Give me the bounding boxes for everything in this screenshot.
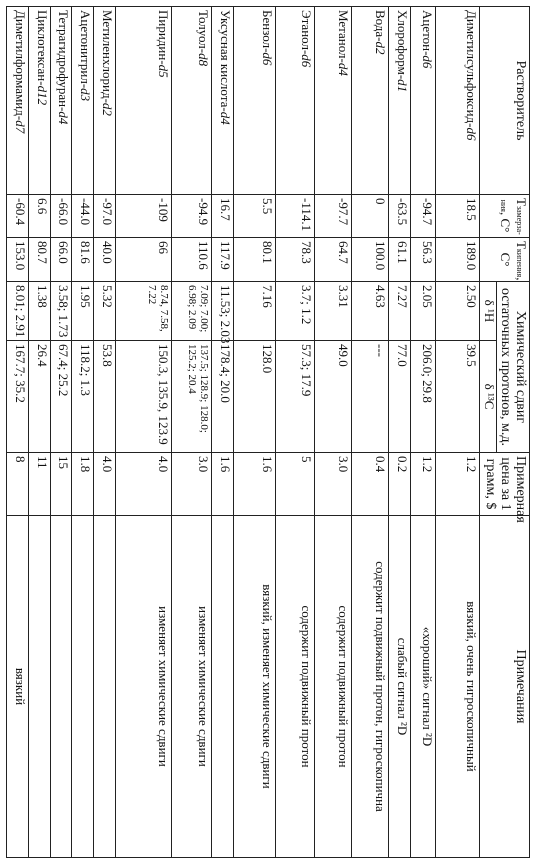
- price: 11: [28, 453, 50, 516]
- table-row: [233, 7, 275, 858]
- table-row: [389, 7, 411, 858]
- table-row: [276, 7, 314, 858]
- note: изменяет химические сдвиги: [172, 516, 212, 858]
- price: 4.0: [94, 453, 116, 516]
- melting-point: -94.7: [410, 195, 436, 238]
- solvent-name: [389, 7, 411, 195]
- deuteration-suffix: d4: [335, 62, 351, 76]
- shift-h: 7.09; 7.00; 6.98; 2.09: [172, 282, 212, 341]
- note: изменяет химические сдвиги: [116, 516, 172, 858]
- deuteration-suffix: d1: [394, 79, 410, 93]
- melting-point: 16.7: [212, 195, 234, 238]
- solvent-name: [172, 7, 212, 195]
- solvent-base: Циклогексан-: [34, 10, 50, 86]
- solvent-base: Диметилформамид-: [12, 10, 28, 121]
- shift-h: 8.01; 2.91: [7, 282, 29, 341]
- shift-h: 11.53; 2.03: [212, 282, 234, 341]
- solvent-base: Ацетон-: [420, 10, 436, 56]
- table-row: [72, 7, 94, 858]
- header-shift-c: δ ¹³C: [480, 341, 497, 453]
- header-boiling-point: Ткипения, С°: [480, 238, 530, 282]
- solvent-base: Толуол-: [196, 10, 212, 54]
- melting-point: -97.0: [94, 195, 116, 238]
- price: 15: [50, 453, 72, 516]
- price: 1.2: [410, 453, 436, 516]
- note: вязкий: [7, 516, 29, 858]
- boiling-point: 110.6: [172, 238, 212, 282]
- header-chemical-shift: Химический сдвиг остаточных протонов, м.д.: [497, 282, 530, 453]
- solvent-name: [436, 7, 480, 195]
- melting-point: -97.7: [314, 195, 351, 238]
- note: [94, 516, 116, 858]
- solvent-name: [233, 7, 275, 195]
- price: 1.8: [72, 453, 94, 516]
- table-row: [28, 7, 50, 858]
- note: [212, 516, 234, 858]
- solvent-name: [212, 7, 234, 195]
- deuteration-suffix: d6: [420, 55, 436, 69]
- note: содержит подвижный протон, гигроскопична: [351, 516, 388, 858]
- shift-h: 3.31: [314, 282, 351, 341]
- shift-c: 118.2; 1.3: [72, 341, 94, 453]
- price: 0.2: [389, 453, 411, 516]
- note: содержит подвижный протон: [314, 516, 351, 858]
- boiling-point: 117.9: [212, 238, 234, 282]
- note: [50, 516, 72, 858]
- table-row: [351, 7, 388, 858]
- shift-h: 5.32: [94, 282, 116, 341]
- boiling-point: 81.6: [72, 238, 94, 282]
- table-row: [314, 7, 351, 858]
- shift-c: 167.7; 35.2: [7, 341, 29, 453]
- table-row: [172, 7, 212, 858]
- price: 1.6: [212, 453, 234, 516]
- table-row: [212, 7, 234, 858]
- deuteration-suffix: d6: [298, 54, 314, 68]
- shift-h: 1.38: [28, 282, 50, 341]
- shift-h: 8.74, 7.58, 7.22: [116, 282, 172, 341]
- table-row: [116, 7, 172, 858]
- boiling-point: 66.0: [50, 238, 72, 282]
- deuteration-suffix: d2: [373, 41, 389, 55]
- solvent-name: [7, 7, 29, 195]
- solvent-base: Хлороформ-: [394, 10, 410, 80]
- shift-c: 178.4; 20.0: [212, 341, 234, 453]
- shift-c: 137.5; 128.9; 128.0; 125.2; 20.4: [172, 341, 212, 453]
- shift-h: 7.16: [233, 282, 275, 341]
- price: 3.0: [314, 453, 351, 516]
- boiling-point: 80.1: [233, 238, 275, 282]
- solvent-base: Метиленхлорид-: [100, 10, 116, 103]
- solvent-base: Пиридин-: [156, 10, 172, 65]
- price: 0.4: [351, 453, 388, 516]
- boiling-point: 40.0: [94, 238, 116, 282]
- deuteration-suffix: d12: [34, 85, 50, 106]
- melting-point: -109: [116, 195, 172, 238]
- melting-point: 6.6: [28, 195, 50, 238]
- solvent-base: Уксусная кислота-: [217, 10, 233, 112]
- table-row: [50, 7, 72, 858]
- melting-point: -44.0: [72, 195, 94, 238]
- solvent-name: [116, 7, 172, 195]
- melting-point: -66.0: [50, 195, 72, 238]
- solvent-name: [50, 7, 72, 195]
- shift-h: 4.63: [351, 282, 388, 341]
- shift-c: 206.0; 29.8: [410, 341, 436, 453]
- shift-c: 128.0: [233, 341, 275, 453]
- shift-h: 2.05: [410, 282, 436, 341]
- solvent-name: [410, 7, 436, 195]
- shift-c: 26.4: [28, 341, 50, 453]
- solvent-name: [28, 7, 50, 195]
- boiling-point: 80.7: [28, 238, 50, 282]
- shift-c: 53.8: [94, 341, 116, 453]
- solvent-base: Метанол-: [335, 10, 351, 63]
- price: 1.2: [436, 453, 480, 516]
- shift-h: 3.7; 1.2: [276, 282, 314, 341]
- solvent-name: [276, 7, 314, 195]
- header-notes: Примечания: [480, 516, 530, 858]
- note: слабый сигнал ²D: [389, 516, 411, 858]
- solvent-base: Бензол-: [260, 10, 276, 53]
- shift-c: 57.3; 17.9: [276, 341, 314, 453]
- header-boiling-sub: кипения: [515, 248, 524, 278]
- shift-c: 67.4; 25.2: [50, 341, 72, 453]
- deuteration-suffix: d4: [56, 111, 72, 125]
- note: содержит подвижный протон: [276, 516, 314, 858]
- note: [28, 516, 50, 858]
- table-row: [94, 7, 116, 858]
- header-melting-point: Тзамерза-ния, С°: [480, 195, 530, 238]
- melting-point: 18.5: [436, 195, 480, 238]
- price: 4.0: [116, 453, 172, 516]
- boiling-point: 61.1: [389, 238, 411, 282]
- boiling-point: 66: [116, 238, 172, 282]
- shift-c: 39.5: [436, 341, 480, 453]
- deuteration-suffix: d6: [464, 127, 479, 141]
- shift-c: 49.0: [314, 341, 351, 453]
- solvent-base: Тетрагидрофуран-: [56, 10, 72, 112]
- header-melting-sub: замерза-ния: [499, 199, 524, 235]
- table-row: [410, 7, 436, 858]
- boiling-point: 78.3: [276, 238, 314, 282]
- solvent-base: Этанол-: [298, 10, 314, 55]
- deuteration-suffix: d2: [100, 102, 116, 116]
- note: [72, 516, 94, 858]
- melting-point: 5.5: [233, 195, 275, 238]
- deuteration-suffix: d7: [12, 120, 28, 134]
- header-price: Примерная цена за 1 грамм, $: [480, 453, 530, 516]
- boiling-point: 56.3: [410, 238, 436, 282]
- solvent-table: [6, 6, 530, 858]
- header-row: [497, 7, 530, 858]
- shift-c: 77.0: [389, 341, 411, 453]
- table-row: [436, 7, 480, 858]
- table-row: [7, 7, 29, 858]
- shift-h: 1.95: [72, 282, 94, 341]
- solvent-name: [314, 7, 351, 195]
- deuteration-suffix: d5: [156, 64, 172, 78]
- melting-point: -63.5: [389, 195, 411, 238]
- melting-point: -114.1: [276, 195, 314, 238]
- solvent-name: [351, 7, 388, 195]
- note: вязкий, очень гигроскопичный: [436, 516, 480, 858]
- shift-h: 3.58; 1.73: [50, 282, 72, 341]
- header-shift-h: δ ¹H: [480, 282, 497, 341]
- price: 1.6: [233, 453, 275, 516]
- note: «хороший» сигнал ²D: [410, 516, 436, 858]
- deuteration-suffix: d4: [217, 111, 233, 125]
- price: 5: [276, 453, 314, 516]
- shift-c: 150.3, 135.9, 123.9: [116, 341, 172, 453]
- shift-h: 2.50: [436, 282, 480, 341]
- deuteration-suffix: d8: [196, 53, 212, 67]
- boiling-point: 153.0: [7, 238, 29, 282]
- melting-point: -60.4: [7, 195, 29, 238]
- deuteration-suffix: d3: [78, 88, 94, 102]
- solvent-base: Диметилсульфоксид-: [464, 10, 479, 128]
- melting-point: -94.9: [172, 195, 212, 238]
- shift-h: 7.27: [389, 282, 411, 341]
- melting-point: 0: [351, 195, 388, 238]
- boiling-point: 100.0: [351, 238, 388, 282]
- shift-c: ---: [351, 341, 388, 453]
- solvent-name: [72, 7, 94, 195]
- boiling-point: 189.0: [436, 238, 480, 282]
- solvent-name: [94, 7, 116, 195]
- note: вязкий, изменяет химические сдвиги: [233, 516, 275, 858]
- solvent-base: Вода-: [373, 10, 389, 42]
- header-solvent: Растворитель: [480, 7, 530, 195]
- deuteration-suffix: d6: [260, 52, 276, 66]
- solvent-base: Ацетонитрил-: [78, 10, 94, 89]
- price: 8: [7, 453, 29, 516]
- price: 3.0: [172, 453, 212, 516]
- boiling-point: 64.7: [314, 238, 351, 282]
